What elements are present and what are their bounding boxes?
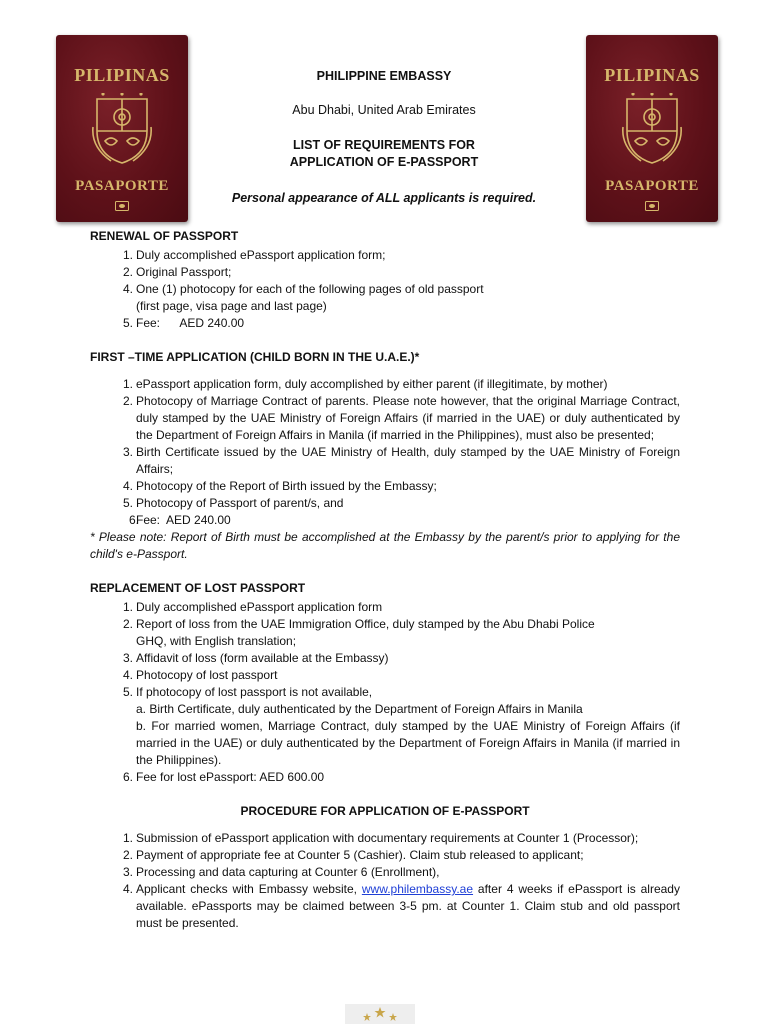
section-title-first-time: FIRST –TIME APPLICATION (CHILD BORN IN THE U.A.E.)* [90, 350, 420, 364]
embassy-logo-icon [345, 1004, 415, 1024]
epassport-chip-icon [645, 201, 659, 211]
list-item [90, 376, 680, 393]
item-number: 1. [122, 831, 133, 845]
list-title-line-1: LIST OF REQUIREMENTS FOR [293, 138, 475, 152]
passport-cover-right [586, 35, 718, 222]
item-subtext: b. For married women, Marriage Contract, duly stamped by the UAE Ministry of Foreign Affairs (if married in the UAE) or duly authenticated by the Department of Foreign Affairs in Manila (if married in the Philippines). [136, 719, 680, 767]
list-item [90, 264, 680, 281]
item-text: Original Passport; [136, 265, 232, 279]
list-item [90, 616, 680, 650]
procedure-list [90, 830, 680, 932]
item-number: 3. [122, 651, 133, 665]
item-subtext: (first page, visa page and last page) [136, 299, 327, 313]
item-number: 2. [122, 848, 133, 862]
item-text: Affidavit of loss (form available at the Embassy) [136, 651, 389, 665]
list-item [90, 769, 680, 786]
item-text: Photocopy of Passport of parent/s, and [136, 496, 344, 510]
item-text-after-link: after 4 weeks if ePassport is already available. ePassports may be claimed between 3-5 pm. at Counter 1. Claim stub and old passport must be presented. [136, 882, 680, 930]
lost-passport-list [90, 599, 680, 786]
item-text: If photocopy of lost passport is not available, [136, 685, 373, 699]
list-title-line-2: APPLICATION OF E-PASSPORT [289, 155, 479, 169]
embassy-location: Abu Dhabi, United Arab Emirates [292, 103, 476, 117]
item-text: Photocopy of lost passport [136, 668, 278, 682]
list-item [90, 315, 680, 332]
item-text: Processing and data capturing at Counter 6 (Enrollment), [136, 865, 440, 879]
item-number: 5. [122, 685, 133, 699]
list-item [90, 478, 680, 495]
passport-subtitle: PASAPORTE [605, 178, 699, 194]
list-item [90, 830, 680, 847]
item-text: Photocopy of the Report of Birth issued by the Embassy; [136, 479, 437, 493]
item-subtext: a. Birth Certificate, duly authenticated by the Department of Foreign Affairs in Manila [136, 702, 583, 716]
item-text: Fee: AED 240.00 [136, 316, 245, 330]
list-item [90, 393, 680, 444]
item-number: 1. [122, 600, 133, 614]
list-item [90, 512, 680, 529]
list-item [90, 495, 680, 512]
item-number: 5. [122, 316, 133, 330]
coat-of-arms-icon [621, 93, 683, 167]
item-number: 4. [122, 282, 133, 296]
item-number: 5. [122, 496, 133, 510]
renewal-list [90, 247, 680, 332]
item-text-before-link: Applicant checks with Embassy website, [136, 882, 357, 896]
list-item [90, 684, 680, 769]
item-number: 4. [122, 668, 133, 682]
first-time-list [90, 376, 680, 529]
embassy-website-link[interactable]: www.philembassy.ae [361, 882, 474, 896]
item-number: 4. [122, 882, 133, 896]
item-text: Fee: AED 240.00 [136, 513, 231, 527]
item-number: 3. [122, 445, 133, 459]
passport-cover-left [56, 35, 188, 222]
item-number: 1. [122, 377, 133, 391]
item-text: Fee for lost ePassport: AED 600.00 [136, 770, 325, 784]
item-number: 4. [122, 479, 133, 493]
section-title-lost-passport: REPLACEMENT OF LOST PASSPORT [90, 581, 306, 595]
list-item [90, 599, 680, 616]
epassport-chip-icon [115, 201, 129, 211]
list-item [90, 881, 680, 932]
item-number: 1. [122, 248, 133, 262]
item-number: 2. [122, 265, 133, 279]
passport-title: PILIPINAS [74, 65, 170, 85]
coat-of-arms-icon [91, 93, 153, 167]
item-text: Duly accomplished ePassport application form [136, 600, 383, 614]
item-number: 2. [122, 394, 133, 408]
section-title-renewal: RENEWAL OF PASSPORT [90, 229, 239, 243]
item-text: Duly accomplished ePassport application form; [136, 248, 386, 262]
appearance-notice: Personal appearance of ALL applicants is required. [231, 191, 537, 205]
item-text: Submission of ePassport application with documentary requirements at Counter 1 (Processor); [136, 831, 639, 845]
item-text: Payment of appropriate fee at Counter 5 (Cashier). Claim stub released to applicant; [136, 848, 584, 862]
item-text: One (1) photocopy for each of the following pages of old passport [136, 282, 484, 296]
embassy-name: PHILIPPINE EMBASSY [316, 69, 452, 83]
section-title-procedure: PROCEDURE FOR APPLICATION OF E-PASSPORT [240, 804, 530, 818]
list-item [90, 444, 680, 478]
document-body [90, 228, 680, 932]
item-number: 6. [122, 770, 133, 784]
passport-title: PILIPINAS [604, 65, 700, 85]
list-item [90, 667, 680, 684]
list-item [90, 847, 680, 864]
item-text: ePassport application form, duly accomplished by either parent (if illegitimate, by mother) [136, 377, 608, 391]
passport-subtitle: PASAPORTE [75, 178, 169, 194]
item-number: 2. [122, 617, 133, 631]
list-item [90, 281, 680, 315]
item-text: Photocopy of Marriage Contract of parents. Please note however, that the original Marriage Contract, duly stamped by the UAE Ministry of Foreign Affairs (if married in the UAE) or duly authenticated by the Department of Foreign Affairs in Manila (if married in the Philippines), must also be presented; [136, 394, 680, 442]
item-subtext: GHQ, with English translation; [136, 634, 297, 648]
item-text: Report of loss from the UAE Immigration Office, duly stamped by the Abu Dhabi Police [136, 617, 595, 631]
list-item [90, 650, 680, 667]
item-number: 6. [128, 513, 139, 527]
list-item [90, 864, 680, 881]
report-of-birth-note: * Please note: Report of Birth must be accomplished at the Embassy by the parent/s prior to applying for the child's e-Passport. [90, 530, 680, 561]
item-text: Birth Certificate issued by the UAE Ministry of Health, duly stamped by the UAE Ministry of Foreign Affairs; [136, 445, 680, 476]
item-number: 3. [122, 865, 133, 879]
list-item [90, 247, 680, 264]
